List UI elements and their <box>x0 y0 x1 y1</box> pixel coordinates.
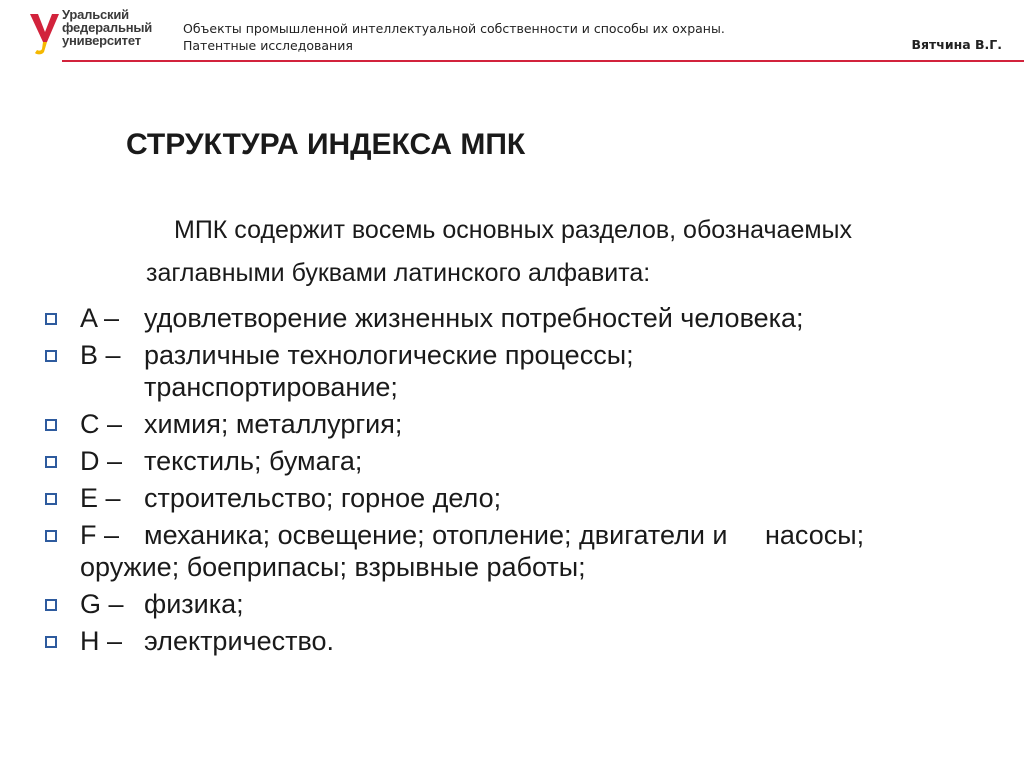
list-item <box>42 339 1002 403</box>
section-letter: D – <box>80 446 123 476</box>
intro-line-2: заглавными буквами латинского алфавита: <box>146 259 651 287</box>
section-letter: A – <box>80 303 120 333</box>
list-item <box>42 445 1002 477</box>
list-item <box>42 408 1002 440</box>
list-item <box>42 519 1002 583</box>
header-divider <box>62 60 1024 62</box>
section-text: механика; освещение; отопление; двигатели и насосы; <box>144 520 865 550</box>
section-text: строительство; горное дело; <box>144 483 502 513</box>
list-item <box>42 588 1002 620</box>
section-letter: C – <box>80 409 123 439</box>
square-bullet-icon <box>45 313 57 325</box>
section-list <box>42 302 1002 662</box>
logo-line-1: Уральский <box>62 7 129 22</box>
logo-mark-icon <box>28 8 64 56</box>
square-bullet-icon <box>45 456 57 468</box>
section-text-continued: транспортирование; <box>144 372 398 402</box>
page-title: СТРУКТУРА ИНДЕКСА МПК <box>126 128 526 161</box>
square-bullet-icon <box>45 530 57 542</box>
square-bullet-icon <box>45 350 57 362</box>
section-letter: H – <box>80 626 123 656</box>
section-text: текстиль; бумага; <box>144 446 363 476</box>
intro-paragraph <box>146 209 986 295</box>
square-bullet-icon <box>45 419 57 431</box>
square-bullet-icon <box>45 493 57 505</box>
list-item <box>42 302 1002 334</box>
section-text: удовлетворение жизненных потребностей человека; <box>144 303 804 333</box>
square-bullet-icon <box>45 599 57 611</box>
square-bullet-icon <box>45 636 57 648</box>
header-title-line-2: Патентные исследования <box>183 38 353 53</box>
logo-line-2: федеральный <box>62 20 153 35</box>
section-text: физика; <box>144 589 244 619</box>
section-letter: F – <box>80 520 120 550</box>
section-text: различные технологические процессы; <box>144 340 634 370</box>
section-letter: E – <box>80 483 121 513</box>
section-letter: B – <box>80 340 121 370</box>
section-letter: G – <box>80 589 124 619</box>
header-title-line-1: Объекты промышленной интеллектуальной собственности и способы их охраны. <box>183 21 725 36</box>
list-item <box>42 482 1002 514</box>
header-title <box>183 20 725 54</box>
section-text-continued: оружие; боеприпасы; взрывные работы; <box>80 552 586 582</box>
intro-line-1: МПК содержит восемь основных разделов, обозначаемых <box>174 216 853 244</box>
section-text: электричество. <box>144 626 335 656</box>
logo-line-3: университет <box>62 33 141 48</box>
university-logo <box>28 8 168 56</box>
list-item <box>42 625 1002 657</box>
header-author: Вятчина В.Г. <box>911 37 1002 52</box>
logo-text <box>62 8 152 47</box>
section-text: химия; металлургия; <box>144 409 403 439</box>
